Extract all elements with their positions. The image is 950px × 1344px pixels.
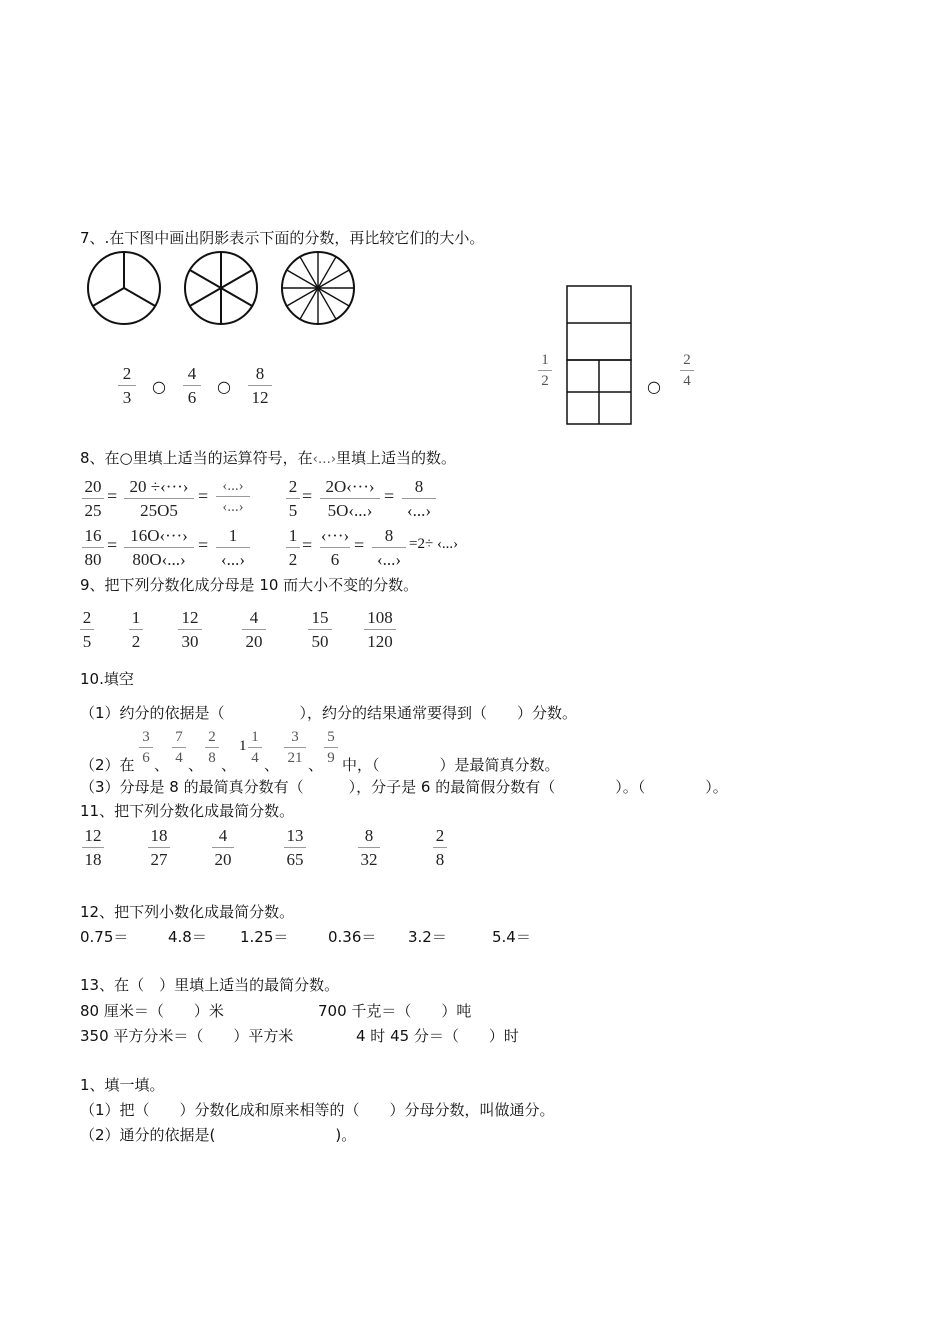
q11-title: 11、把下列分数化成最简分数。 (80, 802, 295, 820)
q1-title: 1、填一填。 (80, 1076, 165, 1094)
q8-r1a-f2: 20 ÷‹···› 25O5 (124, 477, 194, 520)
q7-fraction-2: 4 6 (183, 364, 201, 407)
q11-fraction: 2 8 (433, 826, 447, 869)
q9-fraction: 12 30 (178, 608, 202, 651)
separator: 、 (221, 756, 237, 774)
q11-fraction: 18 27 (148, 826, 170, 869)
q11-fraction: 13 65 (284, 826, 306, 869)
separator: 、 (154, 756, 170, 774)
q1-part2[interactable]: （2）通分的依据是( )。 (80, 1126, 357, 1144)
q8-r2a-f1: 16 80 (82, 526, 104, 569)
equals-sign: = (384, 486, 395, 506)
separator: 、 (308, 756, 324, 774)
fraction-rectangles (566, 285, 634, 427)
q10-fraction: 5 9 (324, 729, 338, 766)
q10-fraction: 1 4 (248, 729, 262, 766)
q8-r2a-f3: 1 ‹...› (216, 526, 250, 569)
circle-thirds (88, 252, 160, 324)
q8-r2a-f2: 16O‹···› 80O‹...› (124, 526, 194, 569)
separator: 、 (264, 756, 280, 774)
q10-part1[interactable]: （1）约分的依据是（ ），约分的结果通常要得到（ ）分数。 (80, 704, 578, 722)
equals-sign: = (107, 486, 118, 506)
mixed-number-whole: 1 (239, 738, 247, 754)
equals-sign: = (354, 535, 365, 555)
q9-fraction: 15 50 (308, 608, 332, 651)
compare-circle[interactable]: ○ (647, 377, 661, 396)
unit-conversion-item[interactable]: 4 时 45 分＝（ ）时 (356, 1027, 519, 1045)
q10-fraction: 3 6 (139, 729, 153, 766)
q10-fraction: 7 4 (172, 729, 186, 766)
q10-fraction: 2 8 (205, 729, 219, 766)
q8-r1b-f2: 2O‹···› 5O‹...› (320, 477, 380, 520)
equals-sign: = (302, 535, 313, 555)
q11-fraction: 4 20 (212, 826, 234, 869)
q7-fraction-1: 2 3 (118, 364, 136, 407)
q7-fraction-3: 8 12 (248, 364, 272, 407)
equals-sign: = (198, 535, 209, 555)
decimal-item[interactable]: 4.8＝ (168, 928, 207, 946)
circle-twelfths (282, 252, 354, 324)
decimal-item[interactable]: 0.36＝ (328, 928, 377, 946)
q1-part1[interactable]: （1）把（ ）分数化成和原来相等的（ ）分母分数，叫做通分。 (80, 1101, 555, 1119)
q8-r1a-f1: 20 25 (82, 477, 104, 520)
fraction-circles (84, 248, 364, 330)
q8-r1a-f3: ‹...› ‹...› (216, 478, 250, 515)
q7-title: 7、.在下图中画出阴影表示下面的分数，再比较它们的大小。 (80, 229, 485, 247)
q9-fraction: 1 2 (129, 608, 143, 651)
decimal-item[interactable]: 3.2＝ (408, 928, 447, 946)
q9-fraction: 2 5 (80, 608, 94, 651)
equals-sign: = (198, 486, 209, 506)
box-fraction-right: 2 4 (680, 352, 694, 389)
q9-fraction: 4 20 (242, 608, 266, 651)
separator: 、 (188, 756, 204, 774)
q8-r2b-f3: 8 ‹...› (372, 526, 406, 569)
unit-conversion-item[interactable]: 350 平方分米＝（ ）平方米 (80, 1027, 294, 1045)
compare-circle[interactable]: ○ (152, 377, 166, 396)
q8-r2b-f2: ‹···› 6 (320, 526, 350, 569)
unit-conversion-item[interactable]: 700 千克＝（ ）吨 (318, 1002, 472, 1020)
q8-r1b-f1: 2 5 (286, 477, 300, 520)
q10-part2-suffix[interactable]: 中，（ ）是最简真分数。 (342, 756, 560, 774)
q8-title: 8、在○里填上适当的运算符号，在‹…›里填上适当的数。 (80, 449, 457, 467)
q10-fraction: 3 21 (284, 729, 306, 766)
circle-sixths (185, 252, 257, 324)
decimal-item[interactable]: 5.4＝ (492, 928, 531, 946)
q9-title: 9、把下列分数化成分母是 10 而大小不变的分数。 (80, 576, 419, 594)
q8-r2b-f1: 1 2 (286, 526, 300, 569)
q8-r2b-tail[interactable]: =2÷ ‹...› (409, 536, 459, 552)
q13-title: 13、在（ ）里填上适当的最简分数。 (80, 976, 340, 994)
equals-sign: = (302, 486, 313, 506)
q12-title: 12、把下列小数化成最简分数。 (80, 903, 295, 921)
compare-circle[interactable]: ○ (217, 377, 231, 396)
q11-fraction: 8 32 (358, 826, 380, 869)
q10-part3[interactable]: （3）分母是 8 的最简真分数有（ ），分子是 6 的最简假分数有（ ）。（ ）。 (80, 778, 728, 796)
q9-fraction: 108 120 (364, 608, 396, 651)
decimal-item[interactable]: 0.75＝ (80, 928, 129, 946)
decimal-item[interactable]: 1.25＝ (240, 928, 289, 946)
q10-part2-prefix: （2）在 (80, 756, 135, 774)
q10-title: 10.填空 (80, 670, 134, 688)
unit-conversion-item[interactable]: 80 厘米＝（ ）米 (80, 1002, 224, 1020)
box-fraction-left: 1 2 (538, 352, 552, 389)
q8-r1b-f3: 8 ‹...› (402, 477, 436, 520)
q11-fraction: 12 18 (82, 826, 104, 869)
equals-sign: = (107, 535, 118, 555)
